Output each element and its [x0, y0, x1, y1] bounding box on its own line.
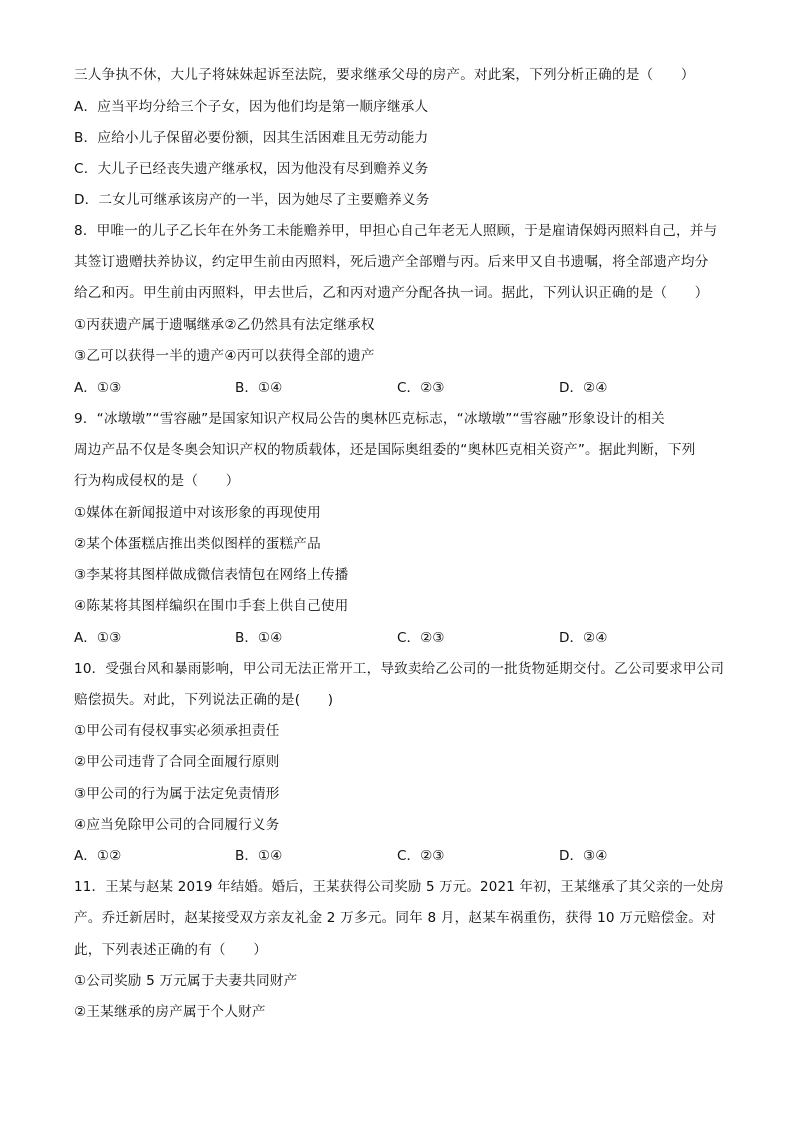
question-7-stem-tail: 三人争执不休，大儿子将妹妹起诉至法院，要求继承父母的房产。对此案，下列分析正确的是（ ）: [74, 67, 695, 83]
question-8-option-b: B．①④: [235, 380, 283, 396]
question-8-statement-1: ①丙获遗产属于遗嘱继承②乙仍然具有法定继承权: [74, 317, 375, 333]
question-9-option-b: B．①④: [235, 630, 283, 646]
question-11-statement-2: ②王某继承的房产属于个人财产: [74, 1004, 266, 1020]
question-11-line-1: 11．王某与赵某 2019 年结婚。婚后，王某获得公司奖励 5 万元。2021 年初，王某继承了其父亲的一处房: [74, 879, 724, 895]
question-8-options: [74, 378, 724, 398]
question-11-line-2: 产。乔迁新居时，赵某接受双方亲友礼金 2 万多元。同年 8 月，赵某车祸重伤，获得 10 万元赔偿金。对: [74, 910, 716, 926]
question-7-option-d: D．二女儿可继承该房产的一半，因为她尽了主要赡养义务: [74, 192, 430, 208]
question-10-line-1: 10．受强台风和暴雨影响，甲公司无法正常开工，导致卖给乙公司的一批货物延期交付。乙公司要求甲公司: [74, 661, 725, 677]
question-9-line-2: 周边产品不仅是冬奥会知识产权的物质载体，还是国际奥组委的“奥林匹克相关资产”。据此判断，下列: [74, 442, 696, 458]
question-9-option-a: A．①③: [74, 630, 122, 646]
question-10-line-2: 赔偿损失。对此，下列说法正确的是( ): [74, 692, 334, 708]
question-9-statement-4: ④陈某将其图样编织在围巾手套上供自己使用: [74, 598, 349, 614]
question-10-option-a: A．①②: [74, 848, 122, 864]
question-9-statement-3: ③李某将其图样做成微信表情包在网络上传播: [74, 567, 349, 583]
question-10-statement-1: ①甲公司有侵权事实必须承担责任: [74, 723, 280, 739]
question-8-line-2: 其签订遗赠扶养协议，约定甲生前由丙照料，死后遗产全部赠与丙。后来甲又自书遗嘱，将全部遗产均分: [74, 254, 709, 270]
question-8-option-c: C．②③: [397, 380, 445, 396]
question-9-options: [74, 628, 724, 648]
question-9-statement-2: ②某个体蛋糕店推出类似图样的蛋糕产品: [74, 536, 321, 552]
question-7-option-b: B．应给小儿子保留必要份额，因其生活困难且无劳动能力: [74, 130, 429, 146]
question-8-option-a: A．①③: [74, 380, 122, 396]
question-11-line-3: 此，下列表述正确的有（ ）: [74, 942, 268, 958]
question-10-option-d: D．③④: [559, 848, 608, 864]
question-8-option-d: D．②④: [559, 380, 608, 396]
question-10-statement-4: ④应当免除甲公司的合同履行义务: [74, 817, 280, 833]
question-7-option-c: C．大儿子已经丧失遗产继承权，因为他没有尽到赡养义务: [74, 161, 429, 177]
question-9-statement-1: ①媒体在新闻报道中对该形象的再现使用: [74, 505, 321, 521]
question-7-option-a: A．应当平均分给三个子女，因为他们均是第一顺序继承人: [74, 99, 429, 115]
question-11-statement-1: ①公司奖励 5 万元属于夫妻共同财产: [74, 973, 298, 989]
question-8-statement-2: ③乙可以获得一半的遗产④丙可以获得全部的遗产: [74, 348, 375, 364]
question-9-option-d: D．②④: [559, 630, 608, 646]
question-10-statement-3: ③甲公司的行为属于法定免责情形: [74, 786, 280, 802]
question-10-options: [74, 846, 724, 866]
question-9-line-1: 9．“冰墩墩”“雪容融”是国家知识产权局公告的奥林匹克标志，“冰墩墩”“雪容融”形象设计的相关: [74, 411, 665, 427]
question-8-line-3: 给乙和丙。甲生前由丙照料，甲去世后，乙和丙对遗产分配各执一词。据此，下列认识正确的是（ ）: [74, 285, 709, 301]
question-10-option-b: B．①④: [235, 848, 283, 864]
question-10-option-c: C．②③: [397, 848, 445, 864]
question-9-option-c: C．②③: [397, 630, 445, 646]
question-8-line-1: 8．甲唯一的儿子乙长年在外务工未能赡养甲，甲担心自己年老无人照顾，于是雇请保姆丙照料自己，并与: [74, 223, 718, 239]
question-10-statement-2: ②甲公司违背了合同全面履行原则: [74, 754, 280, 770]
question-9-line-3: 行为构成侵权的是（ ）: [74, 473, 240, 489]
